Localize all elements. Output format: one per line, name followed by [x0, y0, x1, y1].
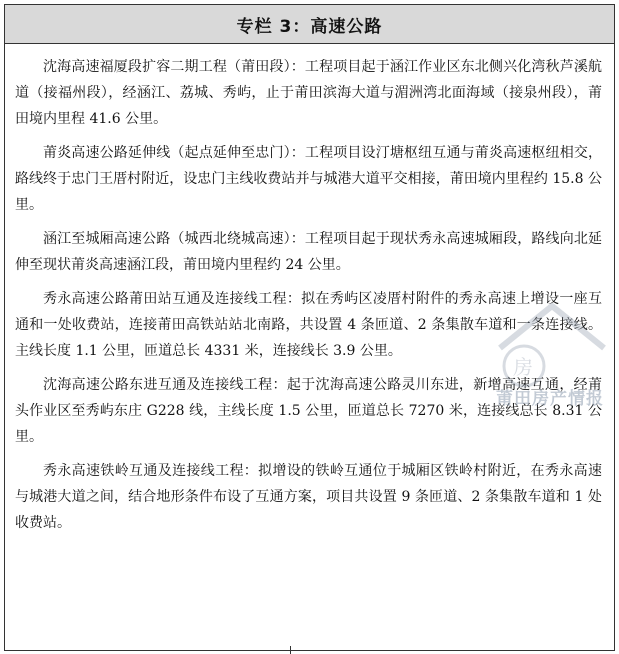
svg-text:房: 房	[513, 355, 533, 379]
paragraph-shenhai-dongjin: 沈海高速公路东进互通及连接线工程：起于沈海高速公路灵川东进，新增高速互通，经莆头作业区至秀屿东庄 G228 线，主线长度 1.5 公里，匝道总长 7270 米，连接线总长 8.31 公里。	[15, 377, 602, 445]
column-content	[5, 44, 614, 536]
paragraph-xiuyong-putian-station: 秀永高速公路莆田站互通及连接线工程：拟在秀屿区凌厝村附件的秀永高速上增设一座互通和一处收费站，连接莆田高铁站站北南路，共设置 4 条匝道、2 条集散车道和一条连接线。主线长度 1.1 公里，匝道总长 4331 米，连接线长 3.9 公里。	[15, 291, 602, 359]
paragraph-hanjiang-chengxiang: 涵江至城厢高速公路（城西北绕城高速）：工程项目起于现状秀永高速城厢段，路线向北延伸至现状莆炎高速涵江段，莆田境内里程约 24 公里。	[15, 231, 602, 273]
watermark-text: 莆田房产情报	[496, 389, 604, 409]
paragraph-shenhai-expansion: 沈海高速福厦段扩容二期工程（莆田段）：工程项目起于涵江作业区东北侧兴化湾秋芦溪航道（接福州段），经涵江、荔城、秀屿，止于莆田滨海大道与湄洲湾北面海域（接泉州段），莆田境内里程 41.6 公里。	[15, 59, 602, 127]
paragraph-puyan-extension: 莆炎高速公路延伸线（起点延伸至忠门）：工程项目设汀塘枢纽互通与莆炎高速枢纽相交，路线终于忠门王厝村附近，设忠门主线收费站并与城港大道平交相接，莆田境内里程约 15.8 公里。	[15, 145, 602, 213]
column-title: 专栏 3：高速公路	[236, 16, 383, 37]
table-bottom-divider	[290, 646, 291, 654]
paragraph-xiuyong-tieling: 秀永高速铁岭互通及连接线工程：拟增设的铁岭互通位于城厢区铁岭村附近，在秀永高速与城港大道之间，结合地形条件布设了互通方案，项目共设置 9 条匝道、2 条集散车道和 1 处收费站。	[15, 463, 602, 531]
column-box	[4, 4, 615, 651]
column-header	[5, 5, 614, 44]
